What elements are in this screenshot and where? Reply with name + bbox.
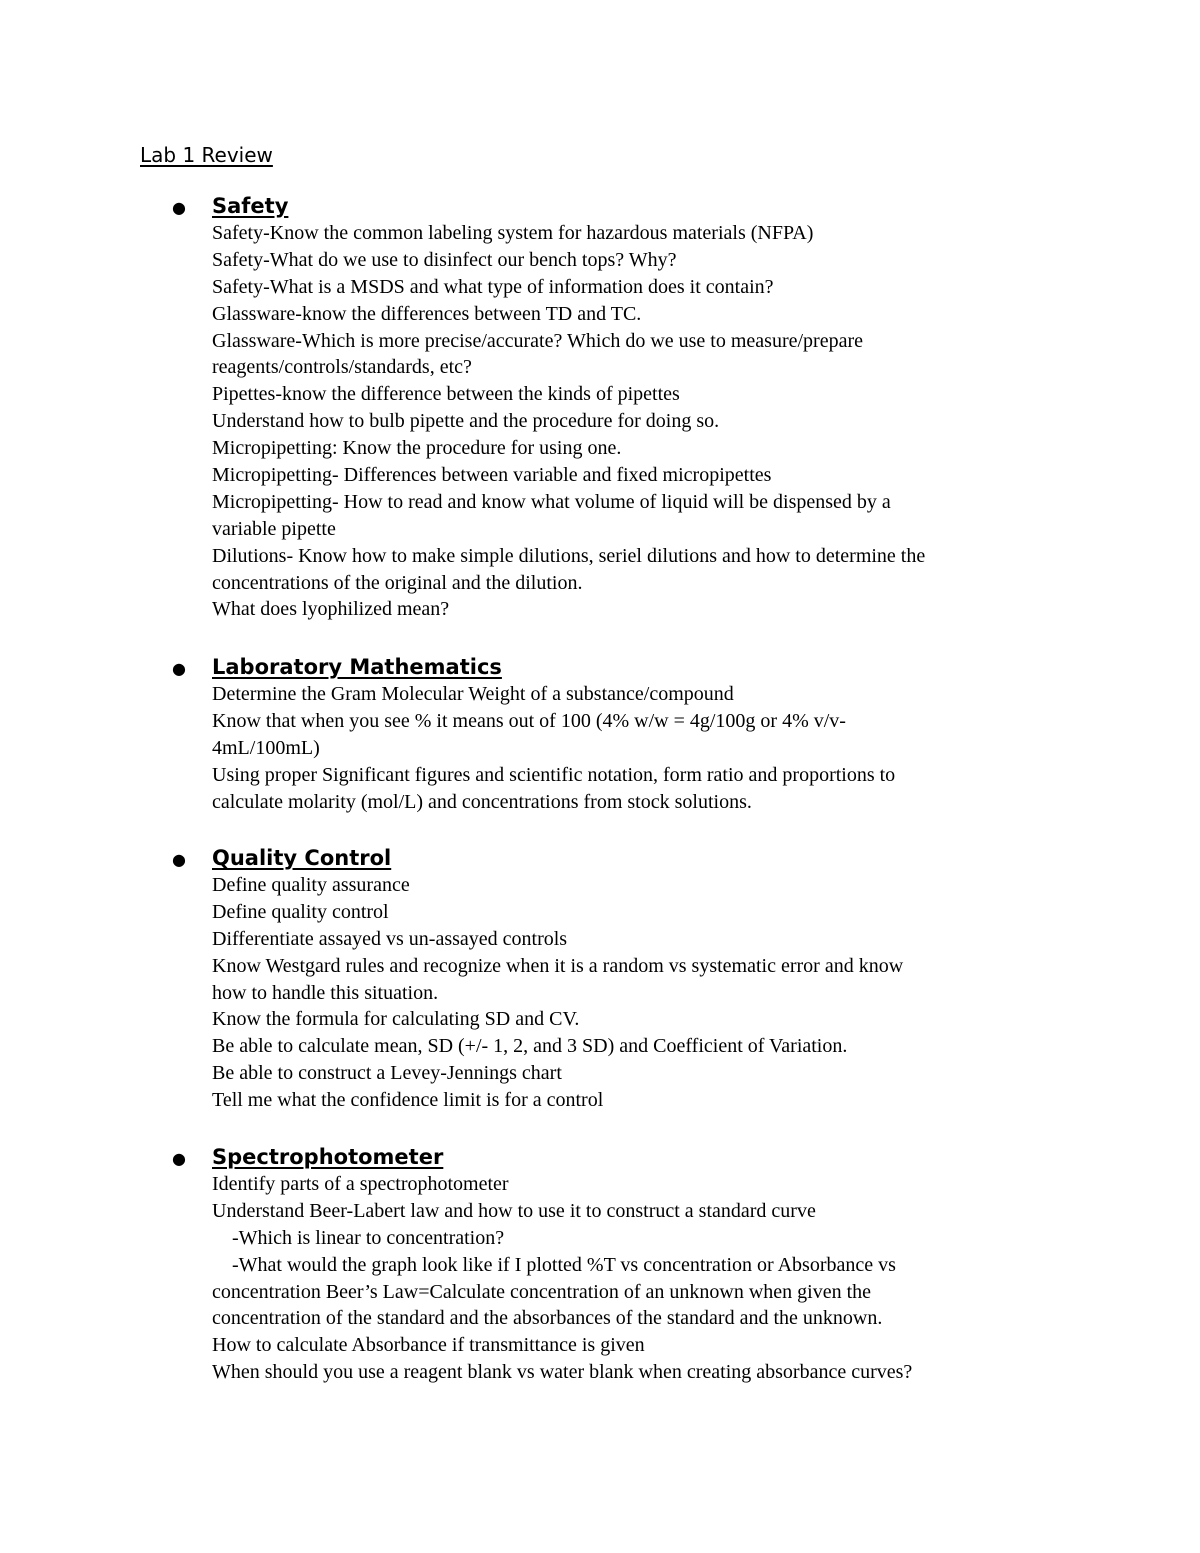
- bullet-icon: ●: [172, 1149, 186, 1168]
- list-item: Pipettes-know the difference between the kinds of pipettes: [212, 383, 680, 406]
- list-item: Be able to calculate mean, SD (+/- 1, 2, and 3 SD) and Coefficient of Variation.: [212, 1035, 848, 1058]
- list-item: Understand how to bulb pipette and the procedure for doing so.: [212, 410, 720, 433]
- list-item: When should you use a reagent blank vs water blank when creating absorbance curves?: [212, 1361, 913, 1384]
- list-item: Determine the Gram Molecular Weight of a substance/compound: [212, 683, 734, 705]
- list-item: calculate molarity (mol/L) and concentrations from stock solutions.: [212, 790, 752, 813]
- list-item: Differentiate assayed vs un-assayed controls: [212, 927, 568, 950]
- list-item: Know that when you see % it means out of 100 (4% w/w = 4g/100g or 4% v/v-: [212, 709, 846, 732]
- list-item: How to calculate Absorbance if transmittance is given: [212, 1334, 645, 1357]
- list-item: Define quality control: [212, 900, 389, 923]
- list-item: Using proper Significant figures and scientific notation, form ratio and proportions to: [212, 763, 896, 786]
- section-heading: Quality Control: [212, 846, 392, 870]
- bullet-icon: ●: [172, 198, 186, 217]
- list-item: concentration of the standard and the absorbances of the standard and the unknown.: [212, 1307, 883, 1330]
- list-item: how to handle this situation.: [212, 981, 439, 1004]
- list-item: Understand Beer-Labert law and how to use it to construct a standard curve: [212, 1199, 816, 1222]
- section-items: [212, 220, 925, 623]
- list-item: Micropipetting- How to read and know what volume of liquid will be dispensed by a: [212, 490, 891, 513]
- list-item: Know Westgard rules and recognize when it is a random vs systematic error and know: [212, 954, 904, 977]
- list-item: -Which is linear to concentration?: [232, 1226, 505, 1249]
- section-heading: Laboratory Mathematics: [212, 655, 502, 679]
- section-heading: Spectrophotometer: [212, 1145, 444, 1169]
- list-item: Safety-What do we use to disinfect our bench tops? Why?: [212, 248, 677, 271]
- list-item: Micropipetting: Know the procedure for using one.: [212, 437, 622, 460]
- bullet-icon: ●: [172, 850, 186, 869]
- list-item: Identify parts of a spectrophotometer: [212, 1173, 509, 1195]
- list-item: Know the formula for calculating SD and CV.: [212, 1008, 580, 1031]
- list-item: Glassware-know the differences between TD and TC.: [212, 302, 642, 325]
- list-item: Be able to construct a Levey-Jennings chart: [212, 1062, 562, 1085]
- list-item: Define quality assurance: [212, 874, 410, 896]
- list-item: Dilutions- Know how to make simple dilutions, seriel dilutions and how to determine the: [212, 544, 926, 567]
- section-items: [212, 872, 903, 1114]
- list-item: reagents/controls/standards, etc?: [212, 356, 472, 379]
- section-items: [212, 681, 895, 815]
- list-item: What does lyophilized mean?: [212, 598, 450, 621]
- list-item: -What would the graph look like if I plotted %T vs concentration or Absorbance vs: [232, 1253, 896, 1276]
- list-item: concentrations of the original and the dilution.: [212, 571, 583, 594]
- list-item: Glassware-Which is more precise/accurate? Which do we use to measure/prepare: [212, 329, 863, 352]
- list-item: concentration Beer’s Law=Calculate concentration of an unknown when given the: [212, 1280, 872, 1303]
- section-heading: Safety: [212, 194, 289, 218]
- document-title: Lab 1 Review: [140, 143, 273, 167]
- list-item: variable pipette: [212, 517, 336, 540]
- list-item: Safety-What is a MSDS and what type of information does it contain?: [212, 275, 774, 298]
- list-item: Tell me what the confidence limit is for a control: [212, 1089, 604, 1112]
- list-item: Micropipetting- Differences between variable and fixed micropipettes: [212, 464, 772, 487]
- list-item: Safety-Know the common labeling system for hazardous materials (NFPA): [212, 222, 814, 244]
- bullet-icon: ●: [172, 659, 186, 678]
- section-items: [212, 1171, 912, 1386]
- list-item: 4mL/100mL): [212, 736, 320, 759]
